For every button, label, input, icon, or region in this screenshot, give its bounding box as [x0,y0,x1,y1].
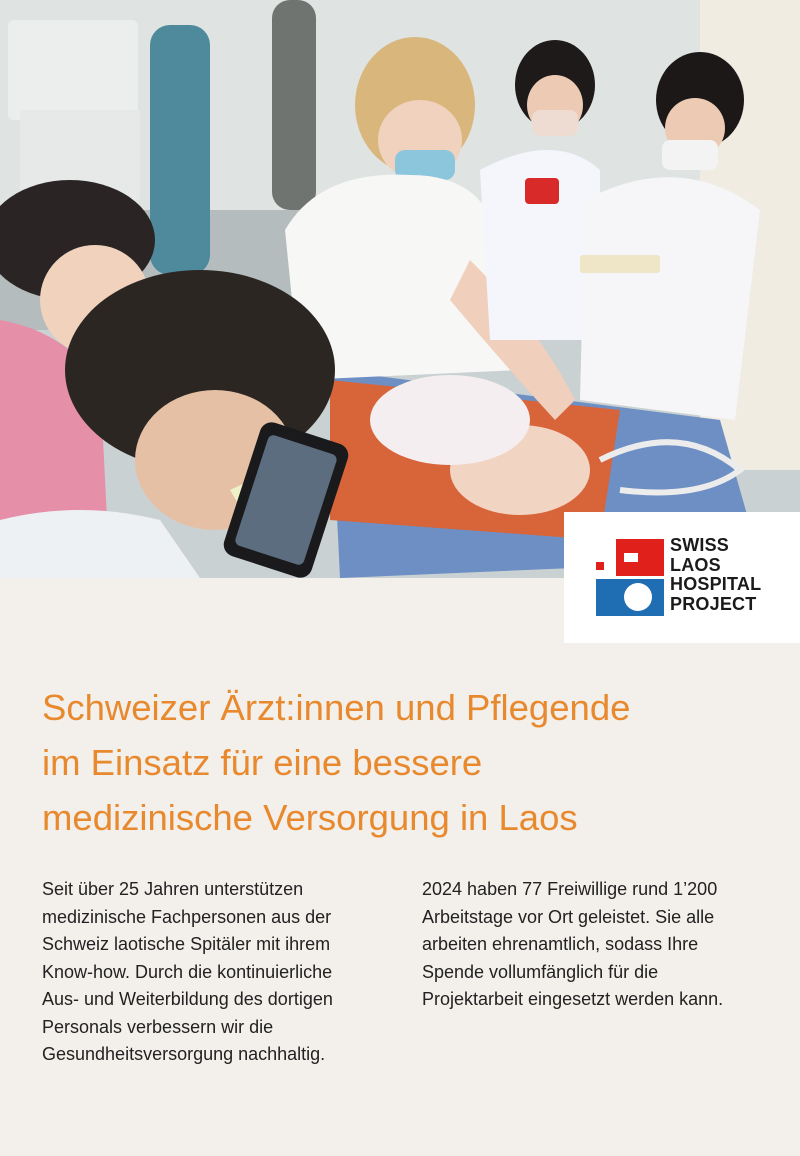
body-line: medizinische Fachpersonen aus der [42,906,332,927]
logo-line: SWISS [670,535,730,555]
body-line: Gesundheitsversorgung nachhaltig. [42,1044,326,1064]
swiss-laos-cross-icon [596,539,666,617]
body-line: Arbeitstage vor Ort geleistet. Sie alle [422,906,715,927]
headline-line: medizinische Versorgung in Laos [42,797,578,838]
body-column-left [42,876,387,1069]
logo-line: PROJECT [670,593,757,614]
body-line: Spende vollumfänglich für die [422,961,659,982]
headline-line: im Einsatz für eine bessere [42,742,483,783]
logo-wordmark [670,536,761,614]
body-line: Know-how. Durch die kontinuierliche [42,961,333,982]
body-line: arbeiten ehrenamtlich, sodass Ihre [422,934,699,954]
logo-line: HOSPITAL [670,574,762,594]
body-line: Projektarbeit eingesetzt werden kann. [422,989,724,1009]
organization-logo [564,512,800,643]
body-line: 2024 haben 77 Freiwillige rund 1’200 [422,879,718,899]
logo-line: LAOS [670,554,721,575]
body-line: Seit über 25 Jahren unterstützen [42,879,304,899]
body-line: Schweiz laotische Spitäler mit ihrem [42,934,331,954]
page-headline [42,680,762,845]
headline-line: Schweizer Ärzt:innen und Pflegende [42,687,631,728]
body-column-right [422,876,767,1014]
body-line: Aus- und Weiterbildung des dortigen [42,989,333,1009]
body-line: Personals verbessern wir die [42,1016,274,1037]
